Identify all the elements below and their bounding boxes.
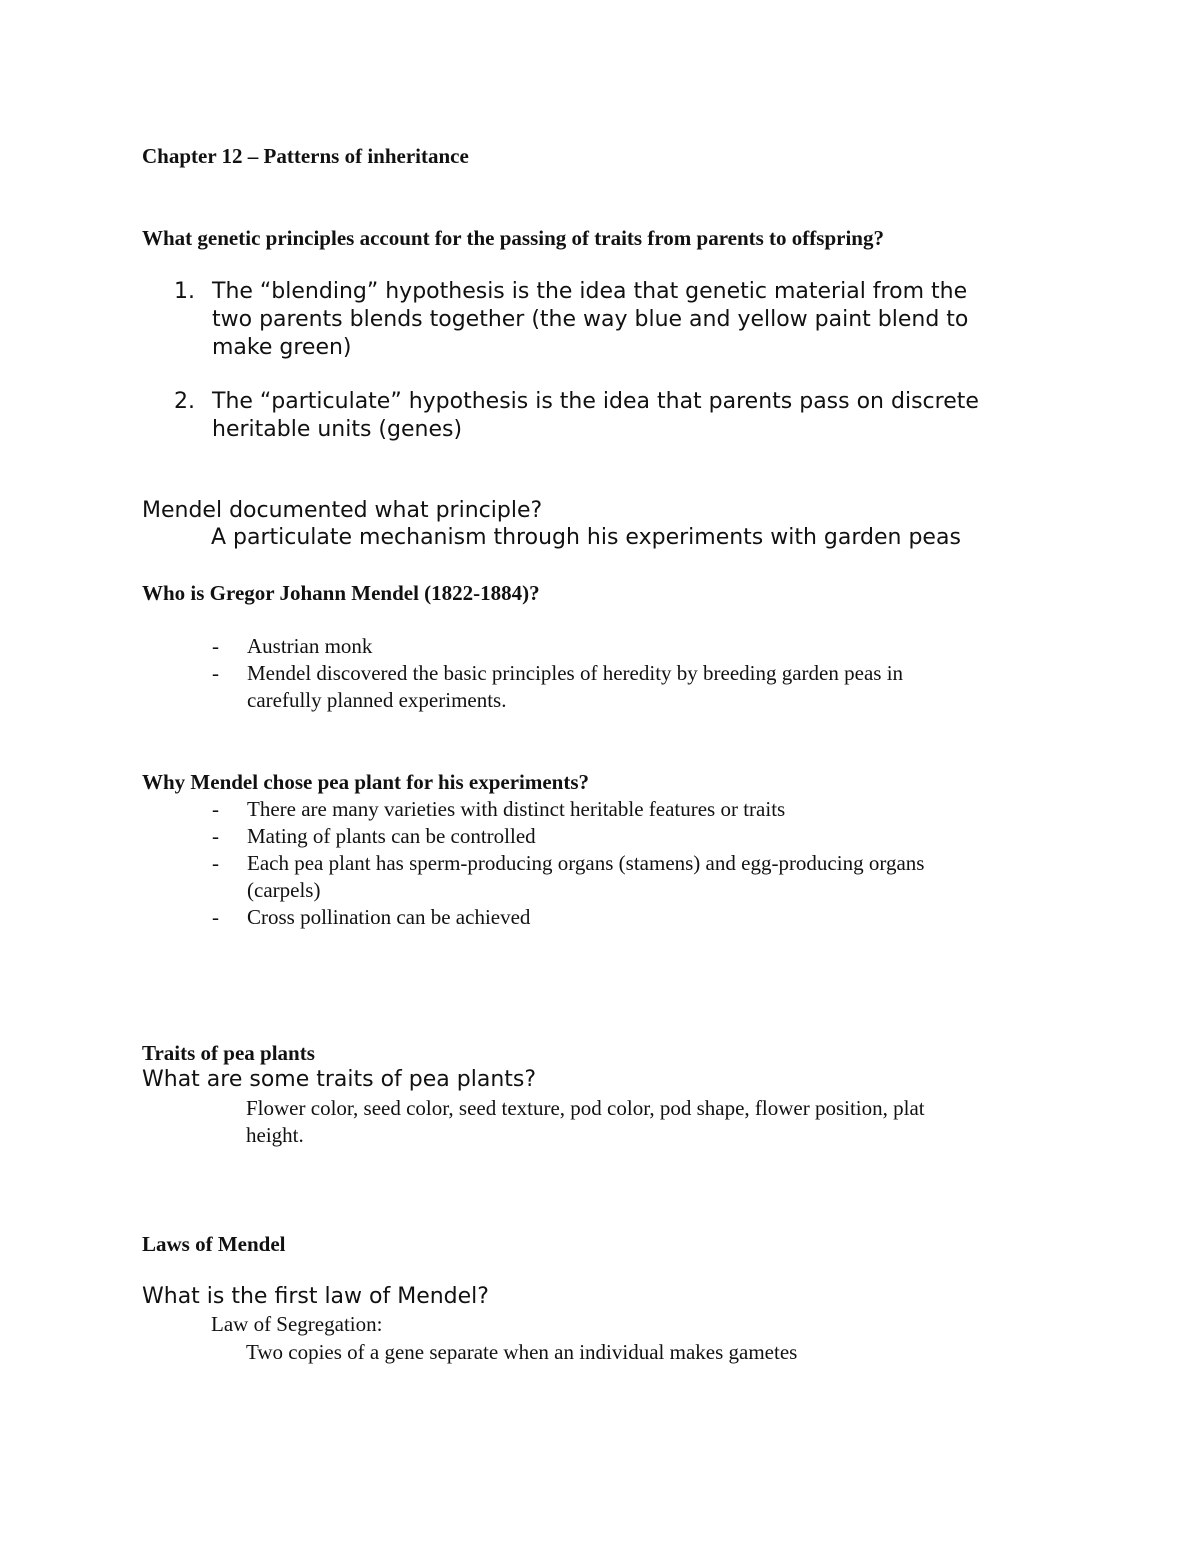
list-item bbox=[142, 633, 1042, 660]
dash-bullet: - bbox=[212, 824, 219, 848]
list-item-line: (carpels) bbox=[247, 878, 321, 902]
list-item-line: two parents blends together (the way blue and yellow paint blend to bbox=[212, 307, 969, 332]
traits-answer-line: Flower color, seed color, seed texture, pod color, pod shape, flower position, plat bbox=[246, 1096, 925, 1120]
list-item-line: Cross pollination can be achieved bbox=[247, 905, 531, 929]
dash-bullet: - bbox=[212, 851, 219, 875]
question-first-law: What is the first law of Mendel? bbox=[142, 1284, 489, 1309]
list-item bbox=[142, 850, 1042, 904]
list-item bbox=[142, 278, 1062, 362]
traits-answer-line: height. bbox=[246, 1123, 304, 1147]
list-item bbox=[142, 823, 1042, 850]
list-item bbox=[142, 796, 1042, 823]
dash-bullet: - bbox=[212, 797, 219, 821]
list-item-line: heritable units (genes) bbox=[212, 417, 463, 442]
question-genetic-principles: What genetic principles account for the passing of traits from parents to offspring? bbox=[142, 226, 884, 250]
list-item-line: make green) bbox=[212, 335, 352, 360]
mendel-facts-list bbox=[142, 633, 1042, 714]
list-item-line: The “particulate” hypothesis is the idea that parents pass on discrete bbox=[212, 389, 979, 414]
list-item-line: Mating of plants can be controlled bbox=[247, 824, 536, 848]
list-item-line: Austrian monk bbox=[247, 634, 373, 658]
list-number: 1. bbox=[174, 279, 195, 304]
list-item-line: There are many varieties with distinct heritable features or traits bbox=[247, 797, 786, 821]
list-item-line: Mendel discovered the basic principles of heredity by breeding garden peas in bbox=[247, 661, 904, 685]
hypotheses-list bbox=[142, 278, 1062, 444]
list-number: 2. bbox=[174, 389, 195, 414]
law-text: Two copies of a gene separate when an individual makes gametes bbox=[246, 1340, 798, 1364]
dash-bullet: - bbox=[212, 905, 219, 929]
question-why-pea-plant: Why Mendel chose pea plant for his experiments? bbox=[142, 770, 590, 794]
answer-mendel-principle: A particulate mechanism through his experiments with garden peas bbox=[211, 525, 961, 550]
dash-bullet: - bbox=[212, 661, 219, 685]
list-item-line: carefully planned experiments. bbox=[247, 688, 507, 712]
list-item bbox=[142, 388, 1062, 444]
question-mendel-principle: Mendel documented what principle? bbox=[142, 498, 543, 523]
traits-heading: Traits of pea plants bbox=[142, 1041, 315, 1065]
chapter-title: Chapter 12 – Patterns of inheritance bbox=[142, 144, 469, 168]
list-item bbox=[142, 660, 1042, 714]
list-item bbox=[142, 904, 1042, 931]
law-name: Law of Segregation: bbox=[211, 1312, 383, 1336]
pea-plant-reasons-list bbox=[142, 796, 1042, 931]
list-item-line: The “blending” hypothesis is the idea that genetic material from the bbox=[212, 279, 968, 304]
question-who-is-mendel: Who is Gregor Johann Mendel (1822-1884)? bbox=[142, 581, 540, 605]
laws-heading: Laws of Mendel bbox=[142, 1232, 286, 1256]
dash-bullet: - bbox=[212, 634, 219, 658]
list-item-line: Each pea plant has sperm-producing organs (stamens) and egg-producing organs bbox=[247, 851, 925, 875]
question-traits: What are some traits of pea plants? bbox=[142, 1067, 537, 1092]
